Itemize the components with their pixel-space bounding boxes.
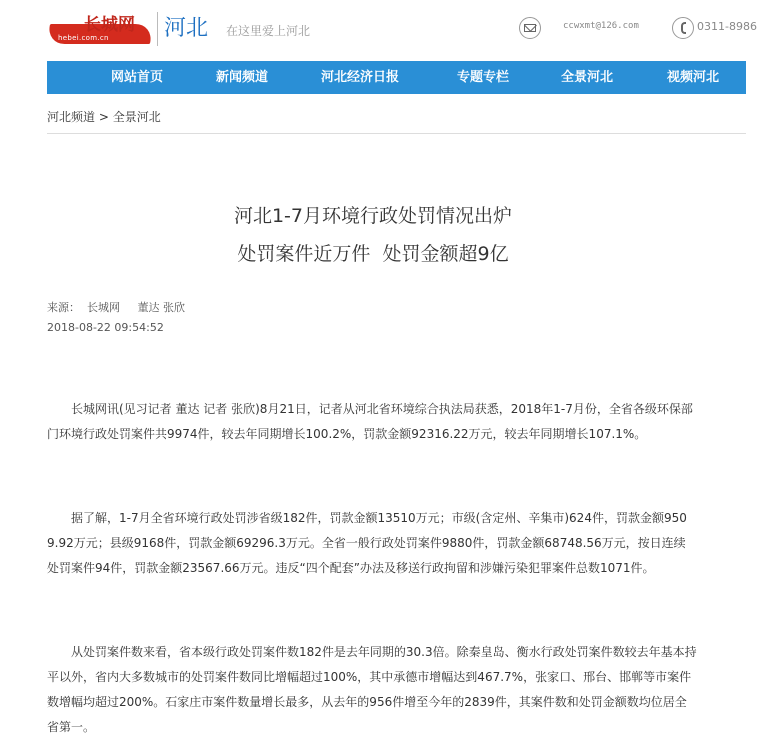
site-header [0, 0, 757, 60]
logo-brand-text: 长城网 [84, 15, 135, 35]
logo-url-text: hebei.com.cn [58, 34, 109, 42]
nav-item-topics[interactable]: 专题专栏 [457, 70, 510, 85]
nav-item-economic-daily[interactable]: 河北经济日报 [321, 70, 400, 85]
header-slogan: 在这里爱上河北 [226, 24, 311, 38]
breadcrumb-separator: > [98, 110, 109, 124]
nav-item-news[interactable]: 新闻频道 [216, 70, 269, 85]
phone-icon [672, 17, 694, 39]
header-divider [157, 12, 158, 46]
article-paragraph: 长城网讯(见习记者 董达 记者 张欣)8月21日，记者从河北省环境综合执法局获悉，2018年1-7月份，全省各级环保部门环境行政处罚案件共9974件，较去年同期增长100.2%，罚款金额92316.22万元，较去年同期增长107.1%。 [47, 402, 693, 441]
site-logo[interactable] [48, 10, 152, 44]
nav-item-video[interactable]: 视频河北 [667, 70, 720, 85]
article-paragraph: 据了解，1-7月全省环境行政处罚涉省级182件，罚款金额13510万元；市级(含定州、辛集市)624件，罚款金额9509.92万元；县级9168件，罚款金额69296.3万元。全省一般行政处罚案件9880件，罚款金额68748.56万元，按日连续处罚案件94件，罚款金额23567.66万元。违反“四个配套”办法及移送行政拘留和涉嫌污染犯罪案件总数1071件。 [47, 511, 687, 575]
article-source: 来源： 长城网 董达 张欣 [47, 301, 185, 314]
breadcrumb-divider [47, 133, 746, 134]
province-title[interactable]: 河北 [164, 16, 209, 41]
nav-item-home[interactable]: 网站首页 [111, 70, 164, 85]
mail-icon[interactable] [519, 17, 541, 39]
contact-email[interactable]: ccwxmt@126.com [563, 21, 639, 31]
article-paragraph: 从处罚案件数来看，省本级行政处罚案件数182件是去年同期的30.3倍。除秦皇岛、衡水行政处罚案件数较去年基本持平以外，省内大多数城市的处罚案件数同比增幅超过100%，其中承德市增幅达到467.7%，张家口、邢台、邯郸等市案件数增幅均超过200%。石家庄市案件数量增长最多，从去年的956件增至今年的2839件，其案件数和处罚金额数均位居全省第一。 [47, 645, 697, 734]
breadcrumb-item-panorama[interactable]: 全景河北 [112, 110, 161, 124]
breadcrumb [47, 108, 161, 125]
article-title-line2: 处罚案件近万件 处罚金额超9亿 [237, 243, 509, 265]
main-nav [47, 61, 746, 94]
breadcrumb-item-hebei-channel[interactable]: 河北频道 [47, 110, 96, 124]
contact-phone: 0311-8986 [697, 20, 757, 33]
article-date: 2018-08-22 09:54:52 [47, 321, 164, 334]
nav-item-panorama[interactable]: 全景河北 [561, 70, 614, 85]
article-title-line1: 河北1-7月环境行政处罚情况出炉 [233, 205, 513, 227]
